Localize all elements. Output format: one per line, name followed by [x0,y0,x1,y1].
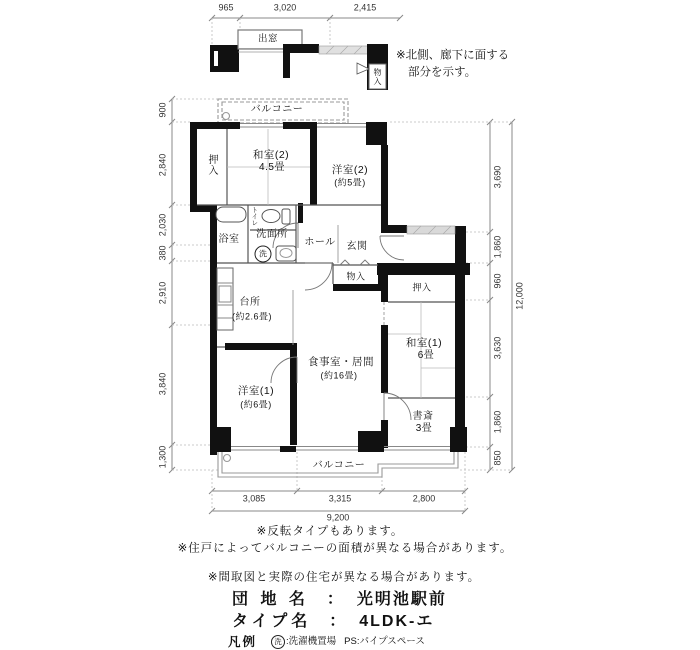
storage-north-label: 物入 [373,68,382,86]
washitsu2-size: 4.5畳 [259,162,285,173]
yoshitsu2-size: (約5畳) [334,177,366,188]
dim-right-2: 1,860 [492,235,503,259]
yoshitsu2-label: 洋室(2) [331,163,369,176]
type-name-row [232,614,434,630]
legend-washer-desc: :洗濯機置場 [286,636,337,648]
kitchen-sink-icon [219,286,231,302]
type-name-colon: ： [329,613,346,630]
estate-name-colon: ： [326,591,343,608]
dim-top-1: 965 [218,2,234,13]
legend-title: 凡例 [228,634,258,649]
yoshitsu1-label: 洋室(1) [237,384,275,397]
storage-hall-label: 物入 [346,271,366,282]
washitsu2-label: 和室(2) [252,148,290,161]
hall-label: ホール [304,237,336,248]
dim-left-2: 2,840 [157,153,168,177]
note-differ: ※間取図と実際の住宅が異なる場合があります。 [207,571,481,584]
dim-bottom-2: 3,315 [328,493,352,504]
dim-left-6: 3,840 [157,372,168,396]
study-size: 3畳 [415,423,433,434]
dim-right-6: 850 [492,450,503,466]
legend-washer-icon: 洗 [271,635,285,649]
kitchen-label: 台所 [239,297,261,308]
type-name-label: タイプ名 [232,613,312,630]
type-name-value: 4LDK-エ [359,613,435,630]
estate-name-label: 団 地 名 [232,591,309,608]
note-flip: ※反転タイプもあります。 [256,525,404,538]
toilet-label: トイレ [250,206,258,226]
yoshitsu1-size: (約6畳) [240,399,272,410]
living-label: 食事室・居間 [308,355,374,368]
legend-ps-desc: PS:パイプスペース [344,636,425,648]
note-balcony: ※住戸によってバルコニーの面積が異なる場合があります。 [177,542,513,555]
dim-bottom-3: 2,800 [412,493,436,504]
kitchen-size: (約2.6畳) [231,311,273,322]
balcony-bottom-label: バルコニー [312,460,366,471]
toilet-icon [262,210,280,223]
washer-icon: 洗 [255,246,272,263]
washitsu1-label: 和室(1) [405,336,443,349]
bath-label: 浴室 [218,234,240,245]
toilet-tank-icon [282,209,290,224]
dim-left-1: 900 [157,102,168,118]
dim-left-7: 1,300 [157,445,168,469]
corridor-hatch [407,226,455,234]
bathtub-icon [216,207,246,222]
washbasin-bowl-icon [280,249,292,258]
north-note-line2: 部分を示す。 [408,66,477,79]
entrance-label: 玄関 [346,241,368,252]
closet-east-label: 押入 [412,282,432,293]
dim-left-5: 2,910 [157,281,168,305]
dim-right-1: 3,690 [492,165,503,189]
dim-bottom-1: 3,085 [242,493,266,504]
north-detail-diagram [210,30,388,90]
living-size: (約16畳) [320,370,358,381]
dim-left-4: 380 [157,245,168,261]
legend-row [228,635,425,649]
washroom-label: 洗面所 [256,229,288,240]
estate-name-value: 光明池駅前 [356,591,447,608]
dim-right-4: 3,630 [492,336,503,360]
dim-top-2: 3,020 [273,2,297,13]
study-label: 書斎 [412,411,434,422]
dim-bottom-total: 9,200 [326,512,350,523]
dim-right-5: 1,860 [492,410,503,434]
north-note-line1: ※北側、廊下に面する [396,49,510,62]
dim-top-3: 2,415 [353,2,377,13]
washitsu1-size: 6畳 [417,350,435,361]
balcony-top-label: バルコニー [250,104,304,115]
closet-nw-label: 押入 [206,154,217,176]
bay-window-label: 出窓 [257,33,279,45]
estate-name-row [232,592,447,608]
dim-left-3: 2,030 [157,213,168,237]
dim-right-total: 12,000 [514,282,525,310]
dim-right-3: 960 [492,273,503,289]
